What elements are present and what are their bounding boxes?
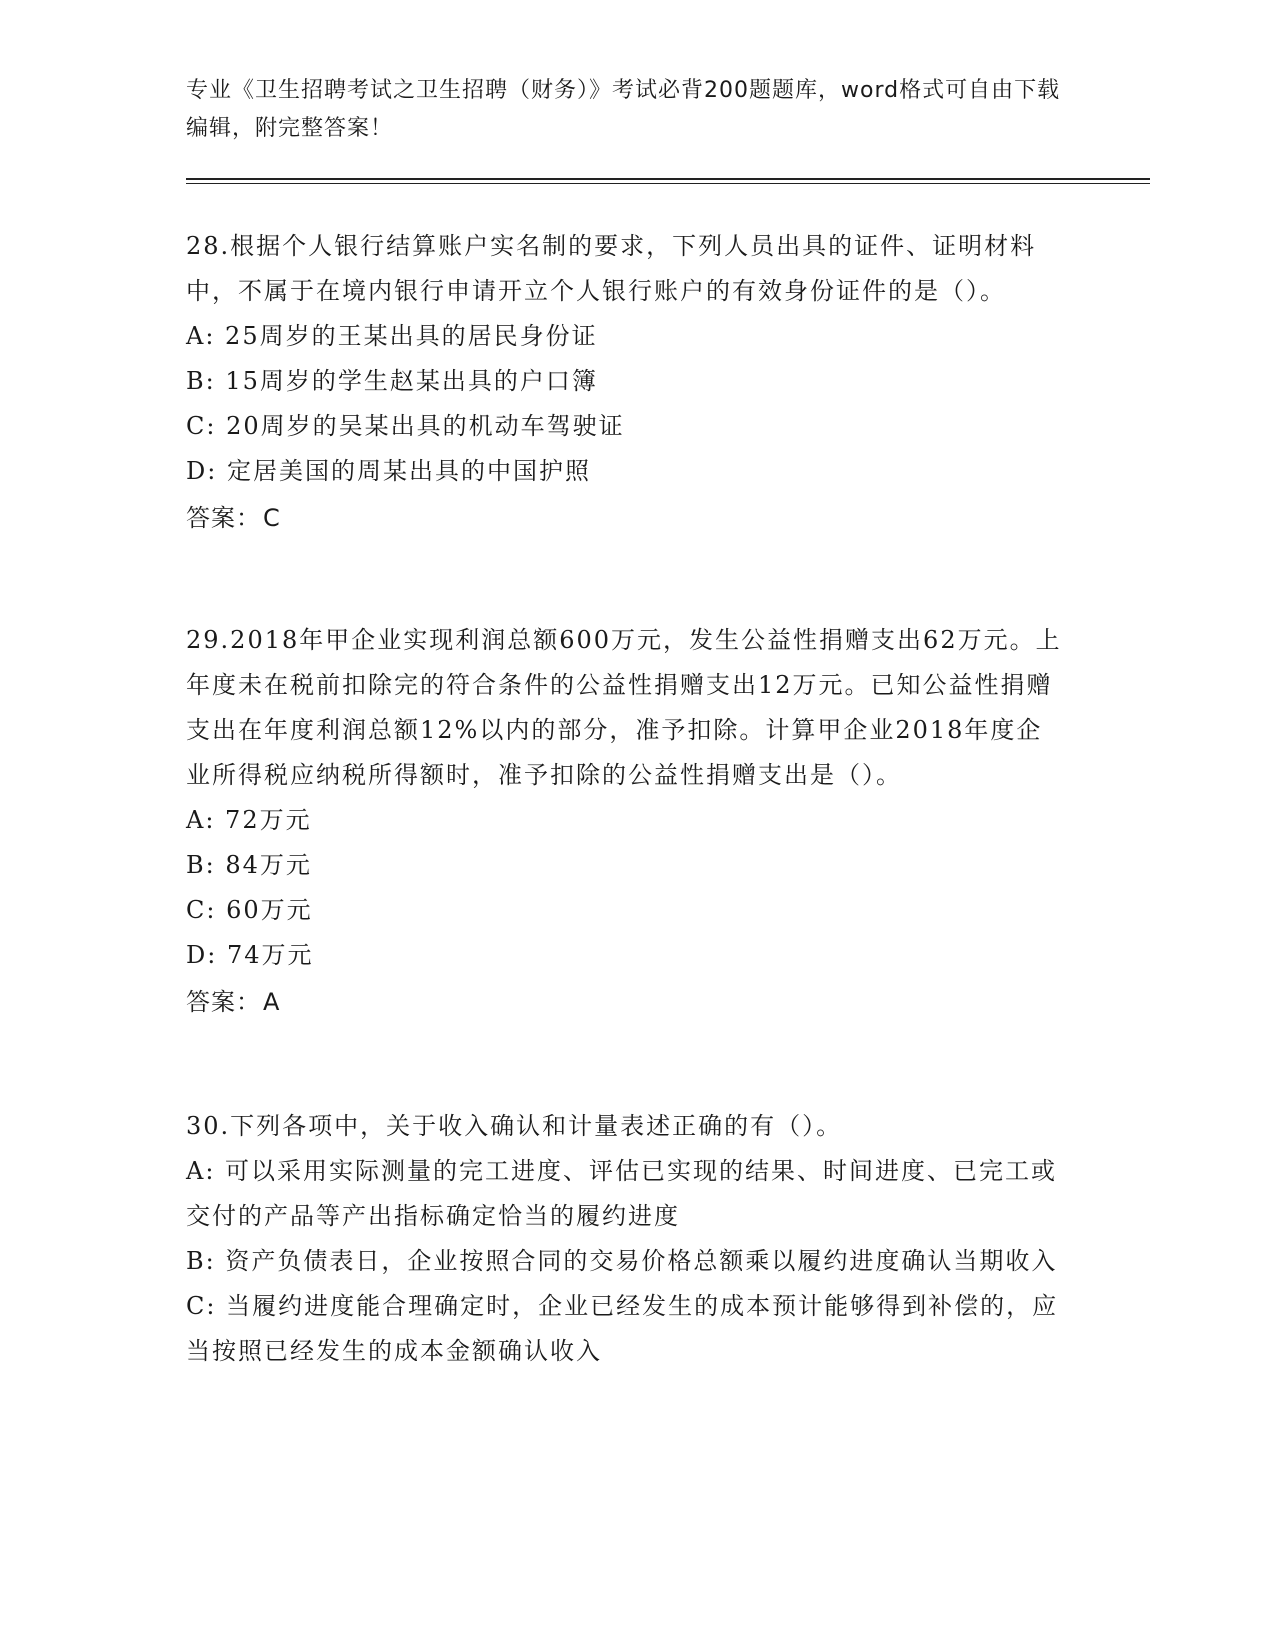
- option-b: B: 15周岁的学生赵某出具的户口簿: [186, 367, 598, 395]
- question-text: 29.2018年甲企业实现利润总额600万元，发生公益性捐赠支出62万元。上年度未在税前扣除完的符合条件的公益性捐赠支出12万元。已知公益性捐赠支出在年度利润总额12%以内的部分，准予扣除。计算甲企业2018年度企业所得税应纳税所得额时，准予扣除的公益性捐赠支出是（）。: [186, 626, 1062, 789]
- answer-line: [186, 494, 1066, 542]
- question-text: 28.根据个人银行结算账户实名制的要求，下列人员出具的证件、证明材料中，不属于在境内银行申请开立个人银行账户的有效身份证件的是（）。: [186, 232, 1037, 305]
- option-d: D: 74万元: [186, 941, 314, 969]
- answer-label: 答案：: [186, 504, 261, 532]
- option-a: A: 25周岁的王某出具的居民身份证: [186, 322, 598, 350]
- option-a: A: 可以采用实际测量的完工进度、评估已实现的结果、时间进度、已完工或交付的产品等产出指标确定恰当的履约进度: [186, 1157, 1058, 1230]
- header-divider-thick: [186, 178, 1150, 180]
- option-b: B: 84万元: [186, 851, 312, 879]
- option-a: A: 72万元: [186, 806, 312, 834]
- option-c: C: 20周岁的吴某出具的机动车驾驶证: [186, 412, 625, 440]
- option-c: C: 60万元: [186, 896, 313, 924]
- document-intro: 专业《卫生招聘考试之卫生招聘（财务）》考试必背200题题库，word格式可自由下载编辑，附完整答案！: [186, 78, 1061, 141]
- answer-label: 答案：: [186, 988, 261, 1016]
- answer-line: [186, 978, 1066, 1026]
- question-text: 30.下列各项中，关于收入确认和计量表述正确的有（）。: [186, 1112, 843, 1140]
- header-divider-thin: [186, 183, 1150, 184]
- question-29: [186, 618, 1066, 1026]
- question-30: [186, 1104, 1066, 1374]
- answer-value: C: [263, 504, 281, 532]
- question-28: [186, 224, 1066, 542]
- option-c: C: 当履约进度能合理确定时，企业已经发生的成本预计能够得到补偿的，应当按照已经发生的成本金额确认收入: [186, 1292, 1059, 1365]
- option-b: B: 资产负债表日，企业按照合同的交易价格总额乘以履约进度确认当期收入: [186, 1247, 1058, 1275]
- answer-value: A: [263, 988, 281, 1016]
- option-d: D: 定居美国的周某出具的中国护照: [186, 457, 591, 485]
